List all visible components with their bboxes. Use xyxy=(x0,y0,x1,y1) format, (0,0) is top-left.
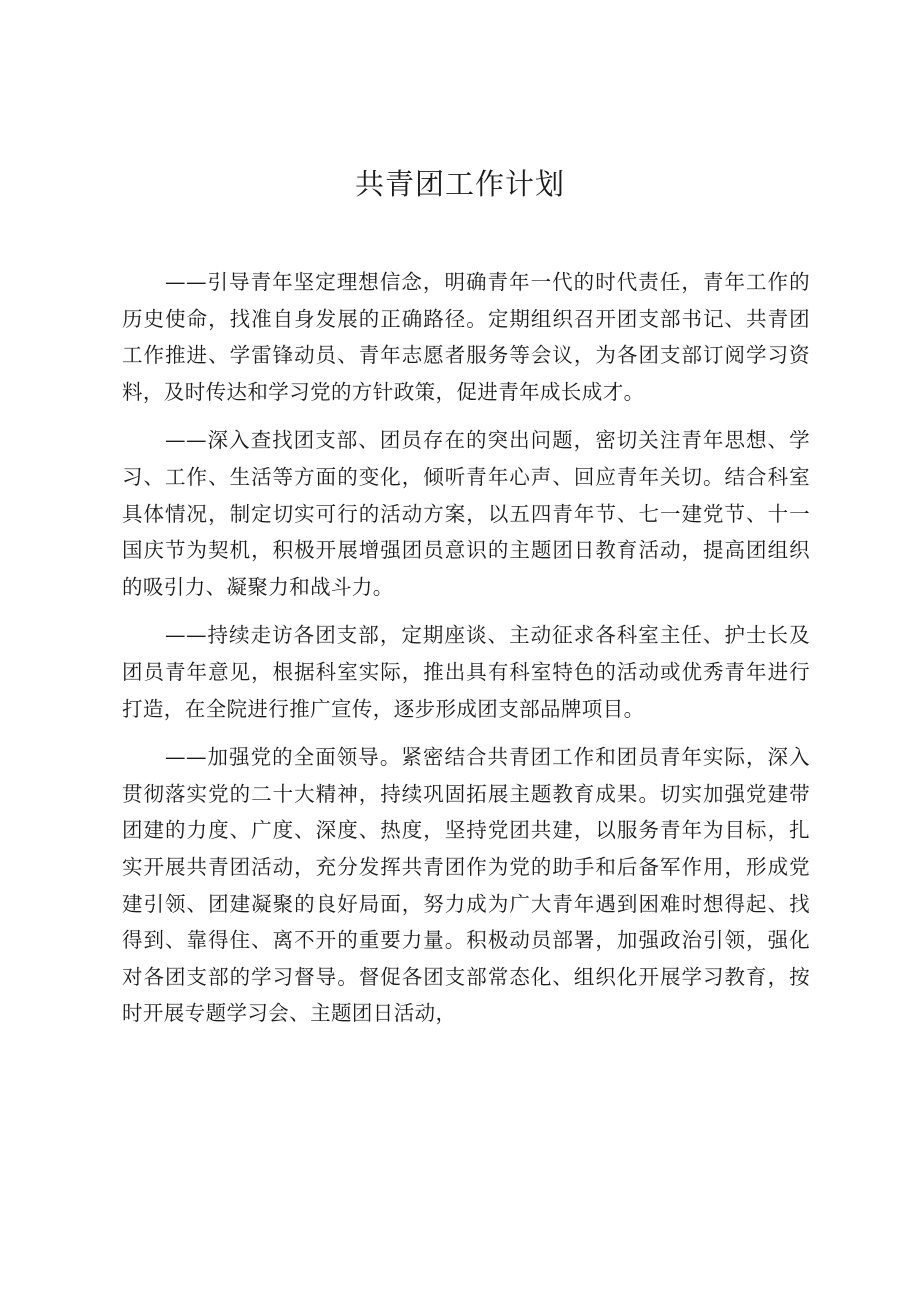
document-title: 共青团工作计划 xyxy=(354,167,565,201)
paragraph-4: ——加强党的全面领导。紧密结合共青团工作和团员青年实际，深入贯彻落实党的二十大精神，持续巩固拓展主题教育成果。切实加强党建带团建的力度、广度、深度、热度，坚持党团共建，以服务青年为目标，扎实开展共青团活动，充分发挥共青团作为党的助手和后备军作用，形成党建引领、团建凝聚的良好局面，努力成为广大青年遇到困难时想得起、找得到、靠得住、离不开的重要力量。积极动员部署，加强政治引领，强化对各团支部的学习督导。督促各团支部常态化、组织化开展学习教育，按时开展专题学习会、主题团日活动， xyxy=(122,745,810,1026)
paragraph-1: ——引导青年坚定理想信念，明确青年一代的时代责任，青年工作的历史使命，找准自身发展的正确路径。定期组织召开团支部书记、共青团工作推进、学雷锋动员、青年志愿者服务等会议，为各团支部订阅学习资料，及时传达和学习党的方针政策，促进青年成长成才。 xyxy=(122,270,810,404)
document-body xyxy=(122,264,810,1044)
paragraph-3: ——持续走访各团支部，定期座谈、主动征求各科室主任、护士长及团员青年意见，根据科室实际，推出具有科室特色的活动或优秀青年进行打造，在全院进行推广宣传，逐步形成团支部品牌项目。 xyxy=(122,623,810,721)
paragraph-2: ——深入查找团支部、团员存在的突出问题，密切关注青年思想、学习、工作、生活等方面的变化，倾听青年心声、回应青年关切。结合科室具体情况，制定切实可行的活动方案，以五四青年节、七一建党节、十一国庆节为契机，积极开展增强团员意识的主题团日教育活动，提高团组织的吸引力、凝聚力和战斗力。 xyxy=(122,428,810,599)
